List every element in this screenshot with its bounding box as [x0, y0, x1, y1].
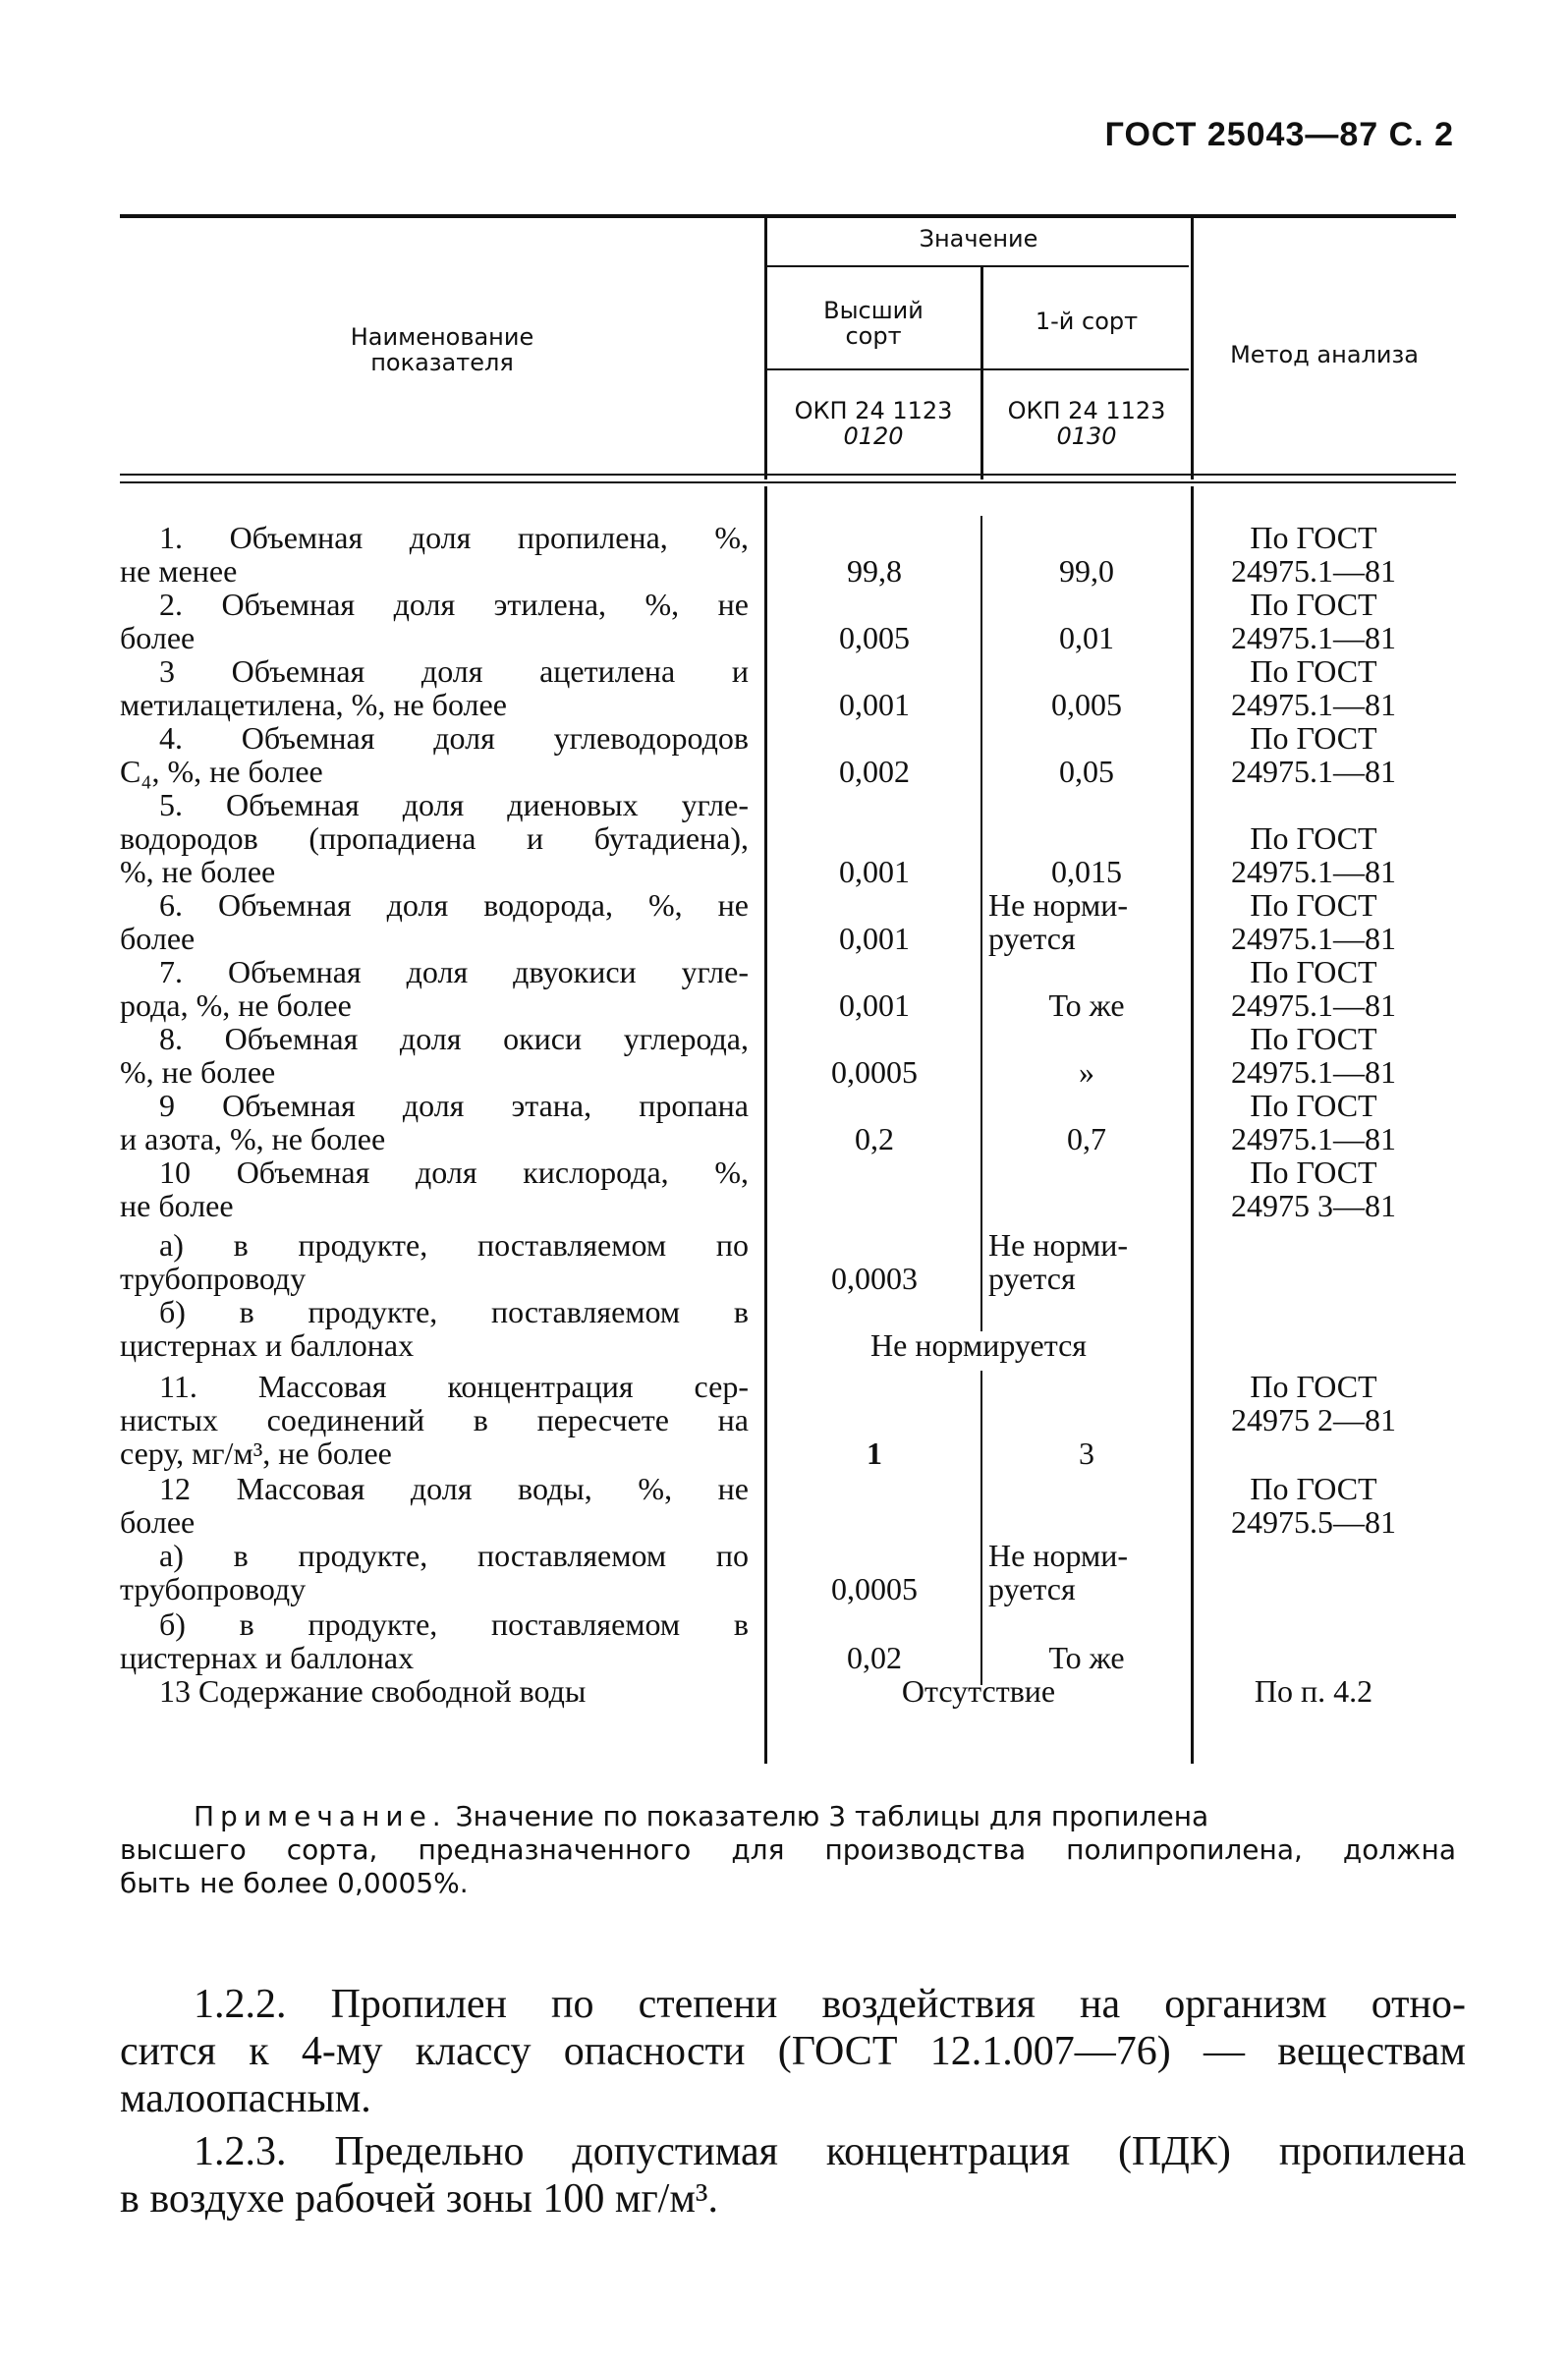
row12-name-line1: 12 Массовая доля воды, %, не — [159, 1471, 749, 1506]
row8-method-line2: 24975.1—81 — [1231, 1054, 1396, 1090]
col-okp1-line1: ОКП 24 1123 — [794, 397, 953, 424]
row10a-name-line2: трубопроводу — [120, 1261, 307, 1296]
row5-name-line2: водородов (пропадиена и бутадиена), — [120, 820, 749, 856]
row8-value-grade1: 0,0005 — [831, 1054, 918, 1090]
page-header: ГОСТ 25043—87 С. 2 — [1104, 116, 1454, 153]
row5-name-line1: 5. Объемная доля диеновых угле- — [159, 787, 749, 822]
col-okp2-header — [982, 398, 1191, 449]
row4-value-grade2: 0,05 — [1059, 754, 1114, 789]
col-name-header — [120, 324, 764, 375]
row12a-value-grade2-line1: Не норми- — [988, 1538, 1128, 1573]
row7-method-line1: По ГОСТ — [1250, 954, 1377, 989]
p122-line1: 1.2.2. Пропилен по степени воздействия на организм отно- — [194, 1982, 1466, 2027]
row4-name-line1: 4. Объемная доля углеводородов — [159, 720, 749, 756]
row6-name-line2: более — [120, 921, 196, 956]
table-note — [120, 1800, 1456, 1900]
row10a-value-grade2-line2: руется — [988, 1261, 1076, 1296]
row9-value-grade2: 0,7 — [1067, 1121, 1106, 1156]
row11-name-line1: 11. Массовая концентрация сер- — [159, 1369, 749, 1404]
col-okp1-header — [766, 398, 980, 449]
row2-method-line2: 24975.1—81 — [1231, 620, 1396, 655]
header-bottom-rule-2 — [120, 481, 1456, 483]
p123-line1: 1.2.3. Предельно допустимая концентрация (ПДК) пропилена — [194, 2129, 1466, 2174]
row10b-name-line2: цистернах и баллонах — [120, 1327, 415, 1363]
row13-name: 13 Содержание свободной воды — [159, 1673, 587, 1709]
row11-value-grade1: 1 — [867, 1436, 882, 1471]
row12b-value-grade1: 0,02 — [847, 1640, 902, 1675]
row12b-name-line2: цистернах и баллонах — [120, 1640, 415, 1675]
row12a-name-line2: трубопроводу — [120, 1571, 307, 1606]
row7-method-line2: 24975.1—81 — [1231, 987, 1396, 1023]
row11-name-line3: серу, мг/м³, не более — [120, 1436, 392, 1471]
p122-line3: малоопасным. — [120, 2076, 371, 2121]
value-group-rule — [766, 265, 1189, 267]
row1-name-line2: не менее — [120, 553, 238, 589]
row12-name-line2: более — [120, 1504, 196, 1540]
row8-name-line1: 8. Объемная доля окиси углерода, — [159, 1021, 749, 1056]
row6-value-grade2-line2: руется — [988, 921, 1076, 956]
row12b-value-grade2: То же — [1048, 1640, 1125, 1675]
row3-value-grade1: 0,001 — [839, 687, 910, 722]
row11-method-line1: По ГОСТ — [1250, 1369, 1377, 1404]
row4-value-grade1: 0,002 — [839, 754, 910, 789]
row9-value-grade1: 0,2 — [855, 1121, 894, 1156]
row8-method-line1: По ГОСТ — [1250, 1021, 1377, 1056]
col-grade1-line1: Высший — [823, 297, 924, 324]
okp-rule — [766, 368, 1189, 370]
row12a-name-line1: а) в продукте, поставляемом по — [159, 1538, 749, 1573]
row10a-value-grade1: 0,0003 — [831, 1261, 918, 1296]
note-text-line3: быть не более 0,0005%. — [120, 1867, 469, 1899]
row7-value-grade2: То же — [1048, 987, 1125, 1023]
col-method-header: Метод анализа — [1230, 341, 1419, 368]
row3-method-line2: 24975.1—81 — [1231, 687, 1396, 722]
row12b-name-line1: б) в продукте, поставляемом в — [159, 1606, 749, 1642]
row12a-value-grade1: 0,0005 — [831, 1571, 918, 1606]
row10a-name-line1: а) в продукте, поставляемом по — [159, 1227, 749, 1263]
row4-name-line2: С₄, %, не более — [120, 754, 323, 789]
row5-method-line1: По ГОСТ — [1250, 820, 1377, 856]
col-name-header-line2: показателя — [370, 349, 514, 376]
row1-name-line1: 1. Объемная доля пропилена, %, — [159, 520, 749, 555]
row1-value-grade1: 99,8 — [847, 553, 902, 589]
col-value-header: Значение — [919, 225, 1038, 253]
row7-value-grade1: 0,001 — [839, 987, 910, 1023]
row11-method-line2: 24975 2—81 — [1231, 1402, 1396, 1437]
row1-value-grade2: 99,0 — [1059, 553, 1114, 589]
body-divider-2b — [980, 1371, 982, 1685]
row8-value-grade2: » — [1079, 1054, 1094, 1090]
row4-method-line2: 24975.1—81 — [1231, 754, 1396, 789]
row2-value-grade1: 0,005 — [839, 620, 910, 655]
row1-method-line2: 24975.1—81 — [1231, 553, 1396, 589]
row6-method-line2: 24975.1—81 — [1231, 921, 1396, 956]
row7-name-line2: рода, %, не более — [120, 987, 352, 1023]
col-okp2-line2: 0130 — [1056, 422, 1117, 450]
row2-method-line1: По ГОСТ — [1250, 587, 1377, 622]
header-bottom-rule-1 — [120, 474, 1456, 476]
col-grade1-header — [766, 298, 980, 349]
row10-name-line2: не более — [120, 1188, 234, 1223]
col-okp1-line2: 0120 — [843, 422, 904, 450]
row9-method-line1: По ГОСТ — [1250, 1088, 1377, 1123]
row10-method-line1: По ГОСТ — [1250, 1154, 1377, 1190]
row8-name-line2: %, не более — [120, 1054, 276, 1090]
p122-line2: сится к 4-му классу опасности (ГОСТ 12.1.007—76) — веществам — [120, 2029, 1466, 2074]
row6-value-grade2-line1: Не норми- — [988, 887, 1128, 923]
row6-method-line1: По ГОСТ — [1250, 887, 1377, 923]
row11-name-line2: нистых соединений в пересчете на — [120, 1402, 749, 1437]
row3-name-line1: 3 Объемная доля ацетилена и — [159, 653, 749, 689]
note-text-line1: Значение по показателю 3 таблицы для пропилена — [455, 1800, 1209, 1832]
note-line1 — [120, 1800, 1456, 1833]
row3-method-line1: По ГОСТ — [1250, 653, 1377, 689]
col-name-header-line1: Наименование — [350, 323, 534, 351]
row3-name-line2: метилацетилена, %, не более — [120, 687, 507, 722]
row11-value-grade2: 3 — [1079, 1436, 1094, 1471]
row6-name-line1: 6. Объемная доля водорода, %, не — [159, 887, 749, 923]
row6-value-grade1: 0,001 — [839, 921, 910, 956]
paragraph-1-2-2 — [120, 1981, 1466, 2122]
row7-name-line1: 7. Объемная доля двуокиси угле- — [159, 954, 749, 989]
row5-name-line3: %, не более — [120, 854, 276, 889]
row10b-value-span: Не нормируется — [870, 1327, 1087, 1363]
row1-method-line1: По ГОСТ — [1250, 520, 1377, 555]
note-label: Примечание. — [194, 1800, 447, 1832]
row13-value-span: Отсутствие — [901, 1673, 1056, 1709]
row5-method-line2: 24975.1—81 — [1231, 854, 1396, 889]
row9-name-line2: и азота, %, не более — [120, 1121, 386, 1156]
row2-name-line2: более — [120, 620, 196, 655]
row10b-name-line1: б) в продукте, поставляемом в — [159, 1294, 749, 1329]
row12a-value-grade2-line2: руется — [988, 1571, 1076, 1606]
paragraph-1-2-3 — [120, 2128, 1466, 2223]
row9-method-line2: 24975.1—81 — [1231, 1121, 1396, 1156]
row2-name-line1: 2. Объемная доля этилена, %, не — [159, 587, 749, 622]
row10a-value-grade2-line1: Не норми- — [988, 1227, 1128, 1263]
row3-value-grade2: 0,005 — [1051, 687, 1122, 722]
row13-method: По п. 4.2 — [1254, 1673, 1373, 1709]
p123-line2: в воздухе рабочей зоны 100 мг/м³. — [120, 2176, 719, 2222]
row12-method-line2: 24975.5—81 — [1231, 1504, 1396, 1540]
row9-name-line1: 9 Объемная доля этана, пропана — [159, 1088, 749, 1123]
row10-method-line2: 24975 3—81 — [1231, 1188, 1396, 1223]
row4-method-line1: По ГОСТ — [1250, 720, 1377, 756]
note-text-line2: высшего сорта, предназначенного для производства полипропилена, должна — [120, 1833, 1456, 1866]
col-grade1-line2: сорт — [845, 322, 902, 350]
row10-name-line1: 10 Объемная доля кислорода, %, — [159, 1154, 749, 1190]
row2-value-grade2: 0,01 — [1059, 620, 1114, 655]
table-top-rule — [120, 214, 1456, 218]
row5-value-grade2: 0,015 — [1051, 854, 1122, 889]
col-okp2-line1: ОКП 24 1123 — [1007, 397, 1166, 424]
row12-method-line1: По ГОСТ — [1250, 1471, 1377, 1506]
col-grade2-header: 1-й сорт — [1035, 308, 1139, 335]
row5-value-grade1: 0,001 — [839, 854, 910, 889]
